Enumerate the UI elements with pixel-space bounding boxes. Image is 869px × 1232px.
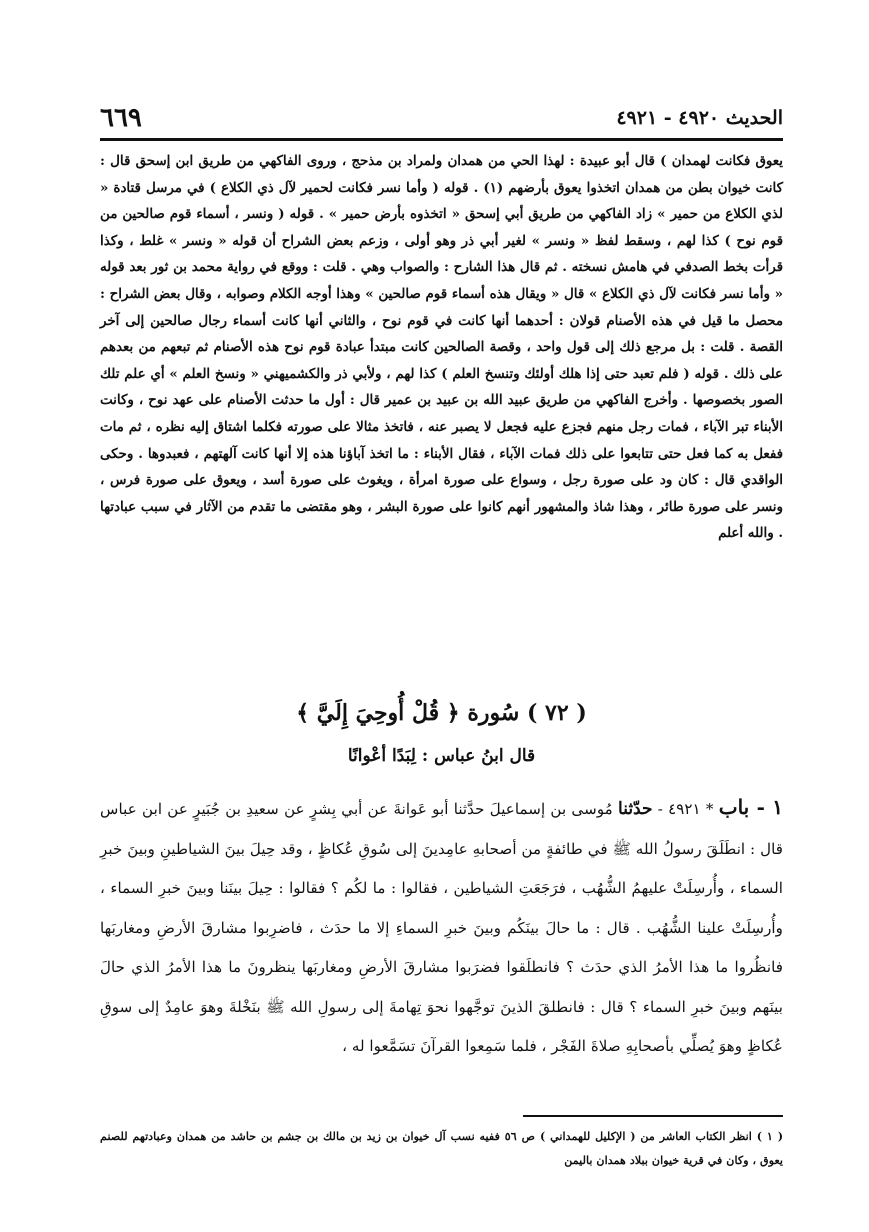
- footnote-text: ( ١ ) انظر الكتاب العاشر من ( الإكليل للهمداني ) ص ٥٦ ففيه نسب آل خيوان بن زيد بن مالك بن جشم بن حاشد من همدان وعبادتهم للصنم يعوق ، وكان في قرية خيوان ببلاد همدان باليمن: [100, 1129, 783, 1167]
- commentary-text: يعوق فكانت لهمدان ) قال أبو عبيدة : لهذا الحي من همدان ولمراد بن مذحج ، وروى الفاكهي من طريق ابن إسحق قال : كانت خيوان بطن من همدان اتخذوا يعوق بأرضهم (١) . قوله ( وأما نسر فكانت لحمير لآل ذي الكلاع ) في مرسل قتادة « لذي الكلاع من حمير » زاد الفاكهي من طريق أبي إسحق « اتخذوه بأرض حمير » . قوله ( ونسر ، أسماء قوم صالحين من قوم نوح ) كذا لهم ، وسقط لفظ « ونسر » لغير أبي ذر وهو أولى ، وزعم بعض الشراح أن قوله « ونسر » غلط ، وكذا قرأت بخط الصدفي في هامش نسخته . ثم قال هذا الشارح : والصواب وهي . قلت : ووقع في رواية محمد بن ثور بعد قوله « وأما نسر فكانت لآل ذي الكلاع » قال « ويقال هذه أسماء قوم صالحين » وهذا أوجه الكلام وصوابه ، وقال بعض الشراح : محصل ما قيل في هذه الأصنام قولان : أحدهما أنها كانت في قوم نوح ، والثاني أنها كانت أسماء رجال صالحين إلى آخر القصة . قلت : بل مرجع ذلك إلى قول واحد ، وقصة الصالحين كانت مبتدأ عبادة قوم نوح هذه الأصنام ثم تبعهم من بعدهم على ذلك . قوله ( فلم تعبد حتى إذا هلك أولئك وتنسخ العلم ) كذا لهم ، ولأبي ذر والكشميهني « ونسخ العلم » أي علم تلك الصور بخصوصها . وأخرج الفاكهي من طريق عبيد الله بن عبيد بن عمير قال : أول ما حدثت الأصنام على عهد نوح ، وكانت الأبناء تبر الآباء ، فمات رجل منهم فجزع عليه فجعل لا يصبر عنه ، فاتخذ مثالا على صورته فكلما اشتاق إليه نظره ، ثم مات ففعل به كما فعل حتى تتابعوا على ذلك فمات الآباء ، فقال الأبناء : ما اتخذ آباؤنا هذه إلا أنها كانت آلهتهم ، فعبدوها . وحكى الواقدي قال : كان ود على صورة رجل ، وسواع على صورة امرأة ، ويغوث على صورة أسد ، ويعوق على صورة فرس ، ونسر على صورة طائر ، وهذا شاذ والمشهور أنهم كانوا على صورة البشر ، وهو مقتضى ما تقدم من الآثار في سبب عبادتها . والله أعلم: [100, 153, 783, 542]
- surah-title: ( ٧٢ ) سُورة ﴿ قُلْ أُوحِيَ إِلَيَّ ﴾: [296, 700, 587, 726]
- hadith-number: * ٤٩٢١ -: [657, 800, 714, 818]
- page-number: ٦٦٩: [100, 103, 142, 133]
- surah-subtitle: قال ابنُ عباس : لِبَدًا أعْوانًا: [347, 746, 536, 766]
- header-rule: [100, 138, 783, 141]
- page-header: [100, 100, 783, 136]
- bab-label: ١ - باب: [718, 795, 783, 819]
- footnote-rule: [523, 1115, 783, 1117]
- running-title: الحديث ٤٩٢٠ - ٤٩٢١: [616, 107, 783, 129]
- haddathana-word: حدّثنا: [618, 799, 653, 819]
- hadith-block: [100, 788, 783, 1108]
- hadith-text: مُوسى بن إسماعيلَ حدَّثنا أبو عَوانةَ عن أبي بِشرٍ عن سعيدِ بن جُبَيرٍ عن ابن عباس قال : انطَلَقَ رسولُ الله ﷺ في طائفةٍ من أصحابهِ عامِدينَ إلى سُوقِ عُكاظٍ ، وقد حِيلَ بينَ الشياطينِ وبينَ خبرِ السماء ، وأُرسِلَتْ عليهمُ الشُّهُب ، فرَجَعَتِ الشياطين ، فقالوا : ما لكُم ؟ فقالوا : حِيلَ بينَنا وبينَ خبرِ السماء ، وأُرسِلَتْ علينا الشُّهُب . قال : ما حالَ بينَكُم وبينَ خبرِ السماءِ إلا ما حدَث ، فاضرِبوا مشارقَ الأرضِ ومغاربَها فانظُروا ما هذا الأمرُ الذي حدَث ؟ فانطلَقوا فضرَبوا مشارقَ الأرضِ ومغاربَها ينظرونَ ما هذا الأمرُ الذي حالَ بينَهم وبينَ خبرِ السماء ؟ قال : فانطلقَ الذينَ توجَّهوا نحوَ تِهامةَ إلى رسولِ الله ﷺ بنَخْلةَ وهوَ عامِدٌ إلى سوقِ عُكاظٍ وهوَ يُصلِّي بأصحابِهِ صلاةَ الفَجْر ، فلما سَمِعوا القرآنَ تسَمَّعوا له ،: [100, 800, 783, 1055]
